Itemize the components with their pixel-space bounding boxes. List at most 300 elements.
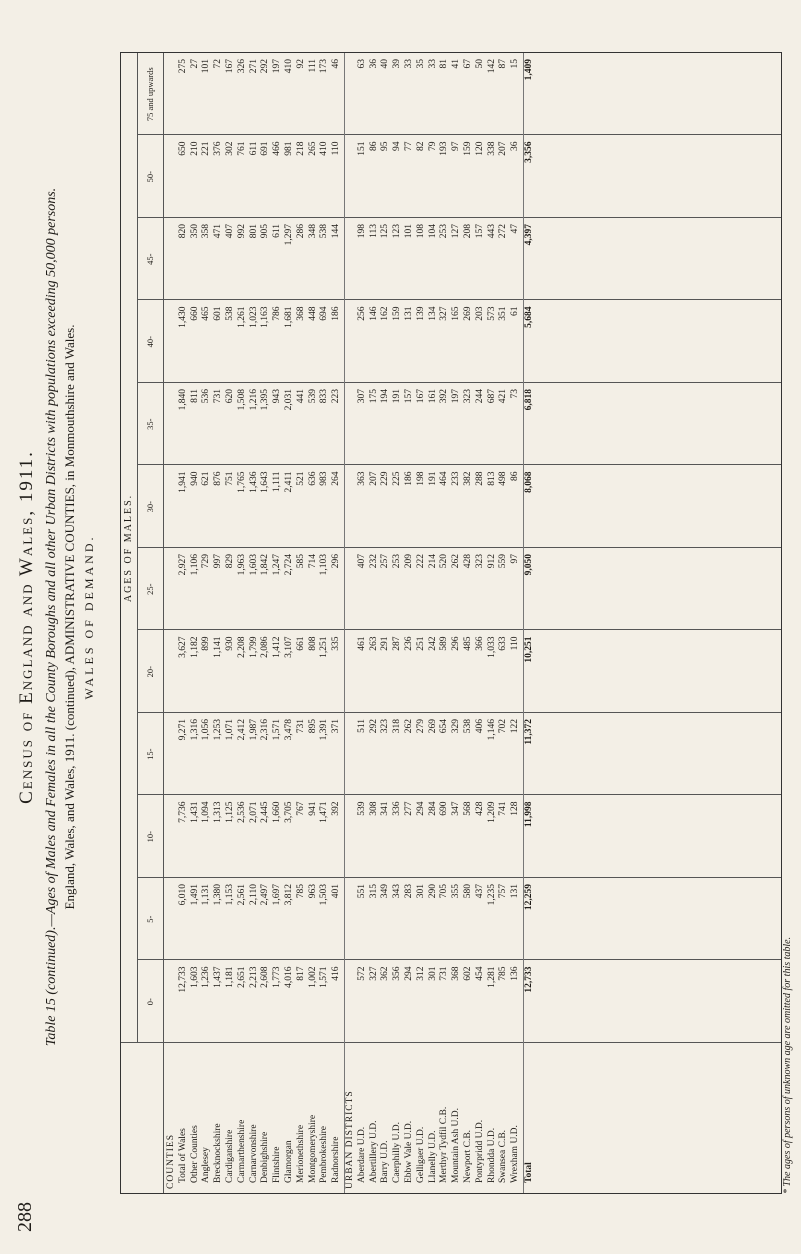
totals-cell: 12,733 (524, 966, 534, 993)
table-cell: 288 (474, 471, 485, 486)
table-cell: 551 (356, 884, 367, 899)
table-cell: 253 (439, 224, 450, 239)
table-cell: 81 (439, 59, 450, 69)
table-cell: 197 (451, 389, 462, 404)
table-cell: 338 (486, 141, 497, 156)
table-cell: 159 (463, 141, 473, 156)
table-cell: 263 (368, 636, 379, 651)
table-cell: 808 (307, 636, 318, 651)
table-cell: 167 (415, 389, 426, 404)
row-label: Denbighshire (260, 1131, 271, 1183)
table-cell: 382 (463, 471, 473, 486)
table-cell: 128 (510, 801, 521, 816)
table-cell: 159 (392, 306, 403, 321)
table-cell: 833 (319, 389, 330, 404)
table-cell: 315 (368, 884, 379, 899)
totals-cell: 9,050 (524, 554, 534, 576)
table-cell: 2,445 (260, 801, 271, 823)
totals-cell: 11,998 (524, 801, 534, 828)
table-cell: 421 (498, 389, 509, 404)
table-cell: 437 (474, 884, 485, 899)
table-cell: 2,071 (248, 801, 259, 823)
totals-cell: 12,259 (524, 884, 534, 911)
totals-cell: 8,068 (524, 471, 534, 493)
header-rule (163, 53, 164, 1193)
row-label: Abertillery U.D. (368, 1120, 379, 1183)
table-cell: 1,071 (225, 719, 235, 741)
row-label: Caerphilly U.D. (392, 1122, 403, 1183)
table-cell: 73 (510, 389, 521, 399)
column-header: 40- (145, 336, 155, 348)
table-cell: 654 (439, 719, 450, 734)
table-cell: 820 (177, 224, 188, 239)
table-cell: 286 (295, 224, 306, 239)
table-cell: 356 (392, 966, 403, 981)
table-cell: 283 (404, 884, 414, 899)
table-cell: 428 (463, 554, 473, 569)
table-cell: 3,627 (177, 636, 188, 658)
table-cell: 636 (307, 471, 318, 486)
table-cell: 218 (295, 141, 306, 156)
column-header: 20- (145, 666, 155, 678)
totals-cell: 1,409 (524, 59, 534, 81)
table-cell: 940 (189, 471, 200, 486)
table-cell: 1,840 (177, 389, 188, 411)
table-cell: 751 (225, 471, 235, 486)
table-cell: 705 (439, 884, 450, 899)
running-title: Census of England and Wales, 1911. (16, 450, 37, 804)
table-cell: 36 (510, 141, 521, 151)
column-header: 35- (145, 418, 155, 430)
row-label: Merionethshire (295, 1124, 306, 1183)
table-cell: 580 (463, 884, 473, 899)
table-cell: 327 (368, 966, 379, 981)
table-cell: 269 (463, 306, 473, 321)
table-caption: WALES OF DEMAND. (82, 534, 96, 700)
table-cell: 633 (498, 636, 509, 651)
table-cell: 134 (427, 306, 438, 321)
table-cell: 271 (248, 59, 259, 74)
row-label: Glamorgan (284, 1140, 294, 1183)
table-cell: 1,437 (213, 966, 224, 988)
row-label: Merthyr Tydfil C.B. (439, 1106, 450, 1183)
table-cell: 410 (319, 141, 330, 156)
table-cell: 465 (201, 306, 212, 321)
table-cell: 660 (189, 306, 200, 321)
table-cell: 94 (392, 141, 403, 151)
table-cell: 1,261 (236, 306, 247, 328)
table-cell: 97 (510, 554, 521, 564)
table-cell: 257 (380, 554, 391, 569)
table-cell: 801 (248, 224, 259, 239)
table-cell: 511 (356, 719, 367, 733)
table-cell: 222 (415, 554, 426, 569)
table-cell: 127 (451, 224, 462, 239)
table-cell: 714 (307, 554, 318, 569)
table-cell: 2,561 (236, 884, 247, 906)
table-cell: 146 (368, 306, 379, 321)
table-cell: 912 (486, 554, 497, 569)
table-cell: 101 (201, 59, 212, 74)
table-cell: 1,603 (248, 554, 259, 576)
table-cell: 1,773 (272, 966, 283, 988)
table-cell: 198 (415, 471, 426, 486)
table-cell: 621 (201, 471, 212, 486)
table-cell: 1,002 (307, 966, 318, 988)
table-cell: 687 (486, 389, 497, 404)
table-cell: 1,253 (213, 719, 224, 741)
table-cell: 198 (356, 224, 367, 239)
table-cell: 208 (463, 224, 473, 239)
page-number: 288 (14, 1202, 36, 1232)
row-label: Pontypridd U.D. (474, 1119, 485, 1183)
table-cell: 326 (236, 59, 247, 74)
table-cell: 1,412 (272, 636, 283, 658)
table-cell: 392 (331, 801, 342, 816)
table-cell: 573 (486, 306, 497, 321)
column-header: 50- (145, 171, 155, 183)
table-cell: 448 (307, 306, 318, 321)
table-cell: 142 (486, 59, 497, 74)
table-cell: 1,941 (177, 471, 188, 493)
row-label: Anglesey (201, 1147, 212, 1183)
table-cell: 1,765 (236, 471, 247, 493)
table-cell: 262 (451, 554, 462, 569)
table-cell: 585 (295, 554, 306, 569)
table-cell: 294 (404, 966, 414, 981)
table-cell: 694 (319, 306, 330, 321)
table-cell: 2,110 (248, 884, 259, 906)
table-cell: 323 (474, 554, 485, 569)
table-cell: 47 (510, 224, 521, 234)
totals-label: Total (524, 1162, 534, 1183)
table-cell: 348 (307, 224, 318, 239)
table-cell: 983 (319, 471, 330, 486)
table-cell: 406 (474, 719, 485, 734)
table-cell: 351 (498, 306, 509, 321)
table-cell: 151 (356, 141, 367, 156)
table-cell: 296 (331, 554, 342, 569)
table-cell: 329 (451, 719, 462, 734)
table-cell: 262 (404, 719, 414, 734)
row-label: Brecknockshire (213, 1123, 224, 1183)
table-cell: 1,571 (272, 719, 283, 741)
table-cell: 318 (392, 719, 403, 734)
row-label: Barry U.D. (380, 1140, 391, 1183)
table-cell: 1,395 (260, 389, 271, 411)
table-cell: 2,497 (260, 884, 271, 906)
totals-cell: 11,372 (524, 719, 534, 745)
row-label: Pembrokeshire (319, 1126, 330, 1183)
table-cell: 1,313 (213, 801, 224, 823)
table-cell: 1,094 (201, 801, 212, 823)
table-cell: 3,812 (284, 884, 294, 906)
table-cell: 1,643 (260, 471, 271, 493)
table-cell: 2,608 (260, 966, 271, 988)
row-label: Newport C.B. (463, 1129, 473, 1183)
table-cell: 363 (356, 471, 367, 486)
table-cell: 290 (427, 884, 438, 899)
table-cell: 941 (307, 801, 318, 816)
table-cell: 536 (201, 389, 212, 404)
table-cell: 175 (368, 389, 379, 404)
table-cell: 335 (331, 636, 342, 651)
table-cell: 12,733 (177, 966, 188, 993)
table-cell: 92 (295, 59, 306, 69)
table-cell: 559 (498, 554, 509, 569)
table-cell: 1,963 (236, 554, 247, 576)
table-cell: 2,724 (284, 554, 294, 576)
table-cell: 6,010 (177, 884, 188, 906)
table-cell: 602 (463, 966, 473, 981)
table-cell: 229 (380, 471, 391, 486)
table-cell: 829 (225, 554, 235, 569)
table-cell: 1,471 (319, 801, 330, 823)
table-cell: 113 (368, 224, 379, 238)
table-cell: 441 (295, 389, 306, 404)
table-cell: 1,431 (189, 801, 200, 823)
table-cell: 323 (380, 719, 391, 734)
table-cell: 36 (368, 59, 379, 69)
table-cell: 165 (451, 306, 462, 321)
table-cell: 538 (225, 306, 235, 321)
table-cell: 1,799 (248, 636, 259, 658)
column-header: 5- (145, 915, 155, 923)
table-cell: 1,023 (248, 306, 259, 328)
table-cell: 611 (248, 141, 259, 156)
table-cell: 539 (307, 389, 318, 404)
table-cell: 992 (236, 224, 247, 239)
table-cell: 813 (486, 471, 497, 486)
table-cell: 308 (368, 801, 379, 816)
table-cell: 1,235 (486, 884, 497, 906)
table-cell: 366 (474, 636, 485, 651)
table-cell: 123 (392, 224, 403, 239)
table-cell: 1,216 (248, 389, 259, 411)
table-cell: 253 (392, 554, 403, 569)
table-cell: 193 (439, 141, 450, 156)
table-cell: 277 (404, 801, 414, 816)
table-cell: 1,103 (319, 554, 330, 576)
table-cell: 1,316 (189, 719, 200, 741)
table-cell: 108 (415, 224, 426, 239)
table-cell: 1,430 (177, 306, 188, 328)
table-cell: 1,571 (319, 966, 330, 988)
table-cell: 40 (380, 59, 391, 69)
table-cell: 186 (331, 306, 342, 321)
table-cell: 292 (368, 719, 379, 734)
table-cell: 82 (415, 141, 426, 151)
table-cell: 50 (474, 59, 485, 69)
column-header: 25- (145, 583, 155, 595)
table-cell: 275 (177, 59, 188, 74)
data-table (120, 52, 782, 1194)
column-header: 0- (145, 998, 155, 1006)
table-cell: 125 (380, 224, 391, 239)
table-cell: 9,271 (177, 719, 188, 741)
table-cell: 355 (451, 884, 462, 899)
row-label: Llanelly U.D. (427, 1130, 438, 1183)
table-cell: 233 (451, 471, 462, 486)
table-cell: 104 (427, 224, 438, 239)
table-cell: 244 (474, 389, 485, 404)
table-cell: 2,031 (284, 389, 294, 411)
table-cell: 136 (510, 966, 521, 981)
table-cell: 498 (498, 471, 509, 486)
table-cell: 279 (415, 719, 426, 734)
row-label: Mountain Ash U.D. (451, 1108, 462, 1183)
table-cell: 2,651 (236, 966, 247, 988)
row-label: Carmarthenshire (236, 1119, 247, 1183)
table-cell: 407 (225, 224, 235, 239)
table-cell: 358 (201, 224, 212, 239)
table-cell: 101 (404, 224, 414, 239)
table-cell: 620 (225, 389, 235, 404)
row-label: Ebbw Vale U.D. (404, 1120, 414, 1183)
table-cell: 731 (213, 389, 224, 404)
table-cell: 1,603 (189, 966, 200, 988)
table-cell: 2,208 (236, 636, 247, 658)
totals-cell: 5,684 (524, 306, 534, 328)
table-cell: 520 (439, 554, 450, 569)
table-cell: 1,281 (486, 966, 497, 988)
table-cell: 1,153 (225, 884, 235, 906)
table-cell: 46 (331, 59, 342, 69)
header-rule (137, 53, 138, 1043)
table-cell: 1,380 (213, 884, 224, 906)
table-cell: 301 (427, 966, 438, 981)
table-cell: 1,987 (248, 719, 259, 741)
table-cell: 251 (415, 636, 426, 651)
table-cell: 79 (427, 141, 438, 151)
table-cell: 521 (295, 471, 306, 486)
table-cell: 1,146 (486, 719, 497, 741)
table-cell: 323 (463, 389, 473, 404)
row-label: Montgomeryshire (307, 1114, 318, 1183)
table-cell: 3,705 (284, 801, 294, 823)
table-cell: 173 (319, 59, 330, 74)
row-label: Carnarvonshire (248, 1124, 259, 1183)
table-cell: 702 (498, 719, 509, 734)
table-cell: 343 (392, 884, 403, 899)
table-cell: 943 (272, 389, 283, 404)
table-cell: 2,411 (284, 471, 294, 493)
table-cell: 1,182 (189, 636, 200, 658)
row-label: Cardiganshire (225, 1129, 235, 1183)
table-cell: 2,412 (236, 719, 247, 741)
table-cell: 72 (213, 59, 224, 69)
table-cell: 242 (427, 636, 438, 651)
row-label: Aberdare U.D. (356, 1126, 367, 1183)
table-cell: 601 (213, 306, 224, 321)
table-cell: 538 (463, 719, 473, 734)
table-cell: 538 (319, 224, 330, 239)
table-cell: 416 (331, 966, 342, 981)
table-cell: 61 (510, 306, 521, 316)
table-cell: 39 (392, 59, 403, 69)
table-cell: 284 (427, 801, 438, 816)
table-cell: 214 (427, 554, 438, 569)
table-cell: 1,297 (284, 224, 294, 246)
table-cell: 731 (439, 966, 450, 981)
table-cell: 1,141 (213, 636, 224, 658)
table-cell: 197 (272, 59, 283, 74)
table-cell: 86 (510, 471, 521, 481)
table-cell: 350 (189, 224, 200, 239)
table-cell: 2,927 (177, 554, 188, 576)
totals-cell: 3,356 (524, 141, 534, 163)
table-cell: 1,163 (260, 306, 271, 328)
table-cell: 1,209 (486, 801, 497, 823)
table-cell: 471 (213, 224, 224, 239)
table-cell: 741 (498, 801, 509, 816)
totals-cell: 10,251 (524, 636, 534, 663)
column-header: 75 and upwards (145, 67, 155, 122)
table-cell: 35 (415, 59, 426, 69)
table-cell: 568 (463, 801, 473, 816)
table-cell: 122 (510, 719, 521, 734)
column-header: 15- (145, 748, 155, 760)
table-cell: 157 (474, 224, 485, 239)
table-cell: 1,111 (272, 471, 283, 493)
table-cell: 292 (260, 59, 271, 74)
table-cell: 2,086 (260, 636, 271, 658)
table-cell: 3,478 (284, 719, 294, 741)
table-cell: 336 (392, 801, 403, 816)
table-cell: 210 (189, 141, 200, 156)
table-cell: 97 (451, 141, 462, 151)
table-cell: 131 (510, 884, 521, 899)
table-cell: 443 (486, 224, 497, 239)
table-cell: 1,503 (319, 884, 330, 906)
table-cell: 120 (474, 141, 485, 156)
table-cell: 291 (380, 636, 391, 651)
table-cell: 15 (510, 59, 521, 69)
row-label: Other Counties (189, 1125, 200, 1183)
table-cell: 157 (404, 389, 414, 404)
table-cell: 1,131 (201, 884, 212, 906)
row-group-heading: URBAN DISTRICTS (345, 1090, 355, 1189)
table-cell: 223 (331, 389, 342, 404)
table-cell: 161 (427, 389, 438, 404)
table-cell: 1,056 (201, 719, 212, 741)
table-cell: 1,125 (225, 801, 235, 823)
table-cell: 761 (236, 141, 247, 156)
table-cell: 4,016 (284, 966, 294, 988)
table-cell: 368 (295, 306, 306, 321)
table-cell: 294 (415, 801, 426, 816)
table-cell: 67 (463, 59, 473, 69)
table-cell: 757 (498, 884, 509, 899)
table-cell: 287 (392, 636, 403, 651)
table-cell: 203 (474, 306, 485, 321)
table-cell: 1,660 (272, 801, 283, 823)
table-cell: 1,491 (189, 884, 200, 906)
table-cell: 661 (295, 636, 306, 651)
table-cell: 690 (439, 801, 450, 816)
table-cell: 236 (404, 636, 414, 651)
table-cell: 731 (295, 719, 306, 734)
table-cell: 401 (331, 884, 342, 899)
table-cell: 207 (368, 471, 379, 486)
table-cell: 33 (427, 59, 438, 69)
table-cell: 767 (295, 801, 306, 816)
table-cell: 194 (380, 389, 391, 404)
table-cell: 186 (404, 471, 414, 486)
totals-cell: 6,818 (524, 389, 534, 411)
column-header: 30- (145, 501, 155, 513)
table-cell: 466 (272, 141, 283, 156)
